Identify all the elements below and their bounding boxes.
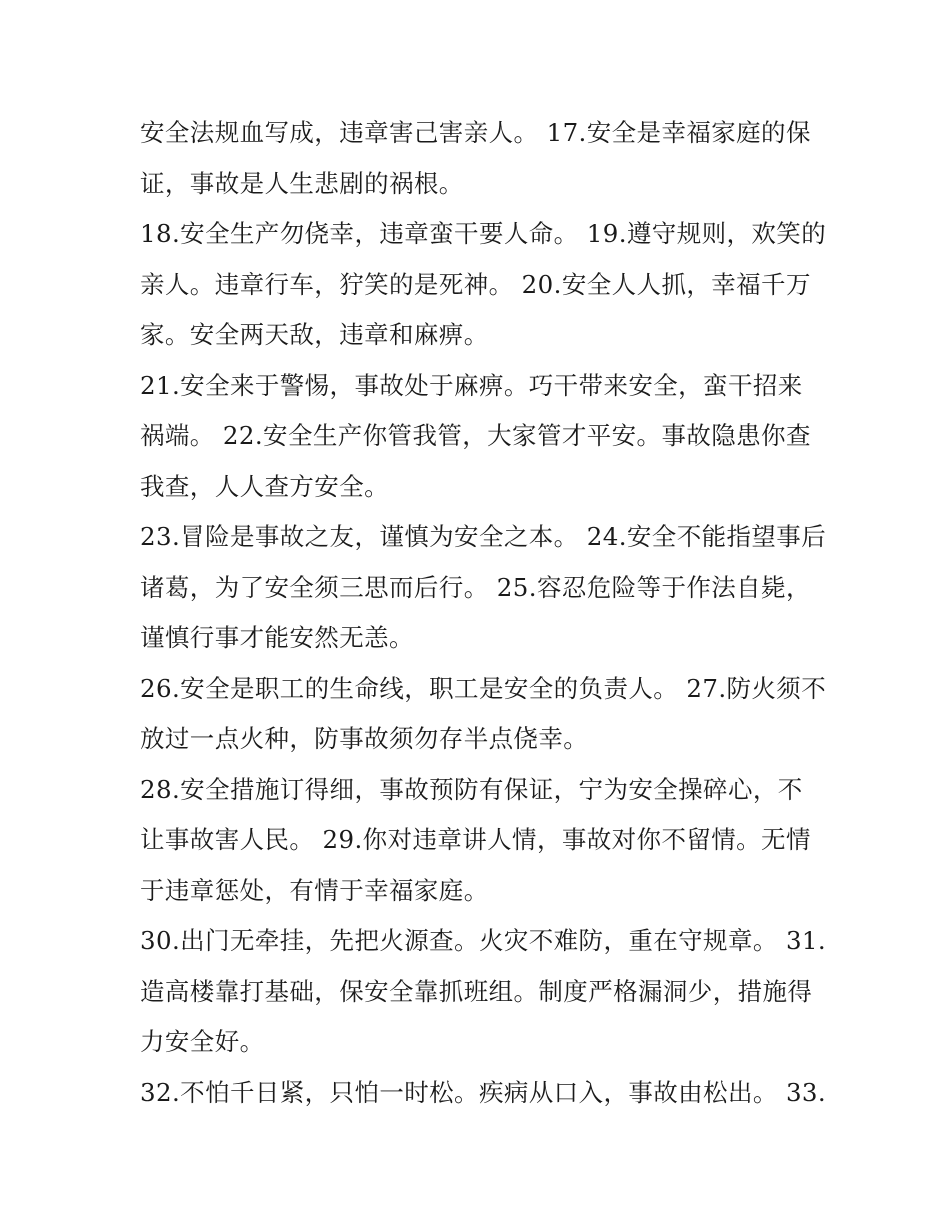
text-line: 26.安全是职工的生命线，职工是安全的负责人。 27.防火须不 [140,673,827,703]
text-line: 30.出门无牵挂，先把火源查。火灾不难防，重在守规章。 31. [140,926,827,955]
text-line: 放过一点火种，防事故须勿存半点侥幸。 [140,724,589,753]
text-line: 造高楼靠打基础，保安全靠抓班组。制度严格漏洞少，措施得 [140,976,813,1006]
text-line: 证，事故是人生悲剧的祸根。 [140,168,464,198]
text-line: 21.安全来于警惕，事故处于麻痹。巧干带来安全，蛮干招来 [140,370,803,400]
text-line: 亲人。违章行车，狞笑的是死神。 20.安全人人抓，幸福千万 [140,269,811,299]
text-line: 谨慎行事才能安然无恙。 [140,623,414,652]
text-line: 诸葛，为了安全须三思而后行。 25.容忍危险等于作法自毙， [140,572,811,602]
text-line: 祸端。 22.安全生产你管我管，大家管才平安。事故隐患你查 [140,421,811,450]
text-line: 让事故害人民。 29.你对违章讲人情，事故对你不留情。无情 [140,825,811,854]
text-line: 安全法规血写成，违章害己害亲人。 17.安全是幸福家庭的保 [140,118,811,147]
text-line: 23.冒险是事故之友，谨慎为安全之本。 24.安全不能指望事后 [140,522,827,551]
text-body [140,108,827,1118]
text-line: 力安全好。 [140,1027,265,1056]
text-line: 于违章惩处，有情于幸福家庭。 [140,875,489,905]
text-line: 32.不怕千日紧，只怕一时松。疾病从口入，事故由松出。 33. [140,1077,827,1107]
text-line: 28.安全措施订得细，事故预防有保证，宁为安全操碎心，不 [140,774,803,804]
text-line: 18.安全生产勿侥幸，违章蛮干要人命。 19.遵守规则，欢笑的 [140,219,827,248]
text-line: 我查，人人查方安全。 [140,471,389,501]
text-line: 家。安全两天敌，违章和麻痹。 [140,320,489,349]
